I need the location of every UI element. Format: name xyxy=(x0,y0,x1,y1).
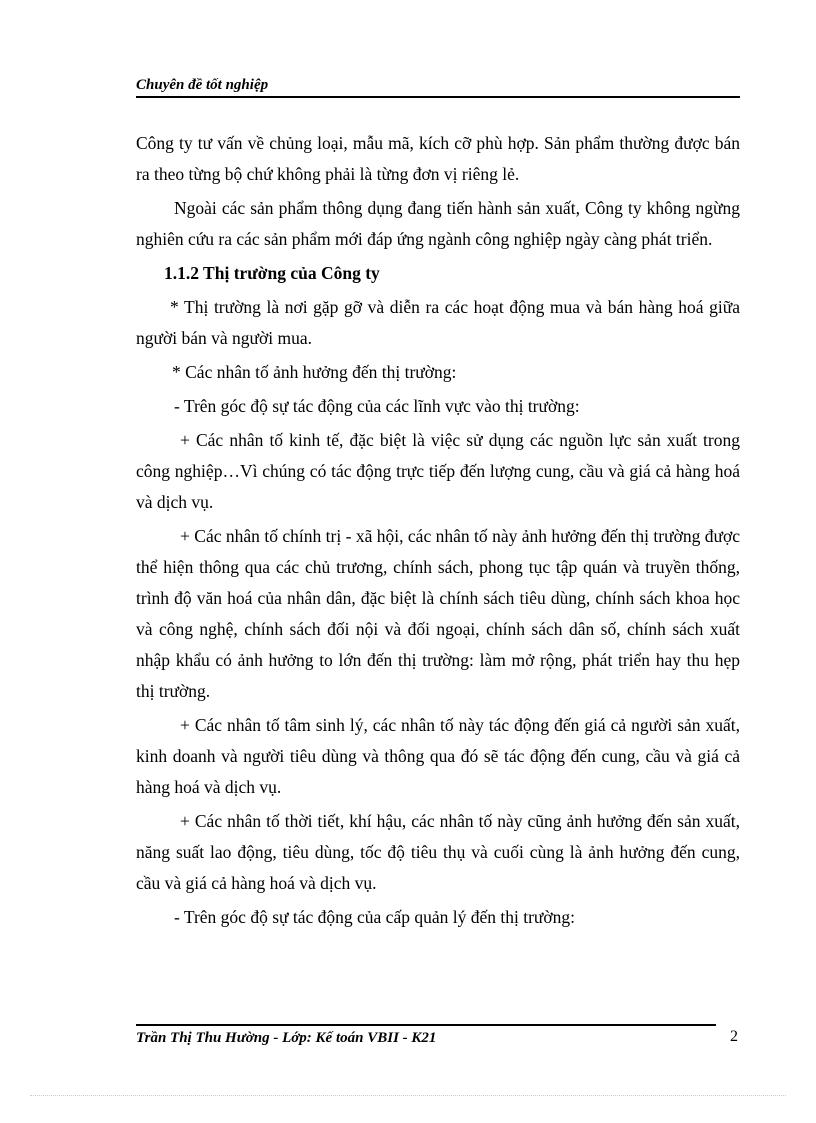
footer-author: Trần Thị Thu Hường - Lớp: Kế toán VBII - K21 xyxy=(136,1030,437,1046)
paragraph-6: + Các nhân tố kinh tế, đặc biệt là việc sử dụng các nguồn lực sản xuất trong công nghiệp…Vì chúng có tác động trực tiếp đến lượng cung, cầu và giá cả hàng hoá và dịch vụ. xyxy=(136,430,740,512)
section-heading: 1.1.2 Thị trường của Công ty xyxy=(164,263,380,283)
paragraph-10: - Trên góc độ sự tác động của cấp quản lý đến thị trường: xyxy=(174,907,575,927)
paragraph-2: Ngoài các sản phẩm thông dụng đang tiến hành sản xuất, Công ty không ngừng nghiên cứu ra các sản phẩm mới đáp ứng ngành công nghiệp ngày càng phát triển. xyxy=(136,198,740,249)
paragraph-9: + Các nhân tố thời tiết, khí hậu, các nhân tố này cũng ảnh hưởng đến sản xuất, năng suất lao động, tiêu dùng, tốc độ tiêu thụ và cuối cùng là ảnh hưởng đến cung, cầu và giá cả hàng hoá và dịch vụ. xyxy=(136,811,740,893)
paragraph-7: + Các nhân tố chính trị - xã hội, các nhân tố này ảnh hưởng đến thị trường được thể hiện thông qua các chủ trương, chính sách, phong tục tập quán và truyền thống, trình độ văn hoá của nhân dân, đặc biệt là chính sách tiêu dùng, chính sách khoa học và công nghệ, chính sách đối nội và đối ngoại, chính sách dân số, chính sách xuất nhập khẩu có ảnh hưởng to lớn đến thị trường: làm mở rộng, phát triển hay thu hẹp thị trường. xyxy=(136,526,740,701)
paragraph-1: Công ty tư vấn về chủng loại, mẫu mã, kích cỡ phù hợp. Sản phẩm thường được bán ra theo từng bộ chứ không phải là từng đơn vị riêng lẻ. xyxy=(136,133,740,184)
header-title: Chuyên đề tốt nghiệp xyxy=(136,77,269,93)
page-number: 2 xyxy=(730,1028,738,1045)
footer-divider xyxy=(136,1024,716,1026)
paragraph-8: + Các nhân tố tâm sinh lý, các nhân tố này tác động đến giá cả người sản xuất, kinh doanh và người tiêu dùng và thông qua đó sẽ tác động đến cung, cầu và giá cả hàng hoá và dịch vụ. xyxy=(136,715,740,797)
paragraph-3: * Thị trường là nơi gặp gỡ và diễn ra các hoạt động mua và bán hàng hoá giữa người bán và người mua. xyxy=(136,297,740,348)
paragraph-5: - Trên góc độ sự tác động của các lĩnh vực vào thị trường: xyxy=(174,396,580,416)
page-edge-divider xyxy=(30,1095,786,1096)
paragraph-4: * Các nhân tố ảnh hưởng đến thị trường: xyxy=(172,362,457,382)
page-header xyxy=(136,76,740,98)
document-body xyxy=(136,128,740,933)
